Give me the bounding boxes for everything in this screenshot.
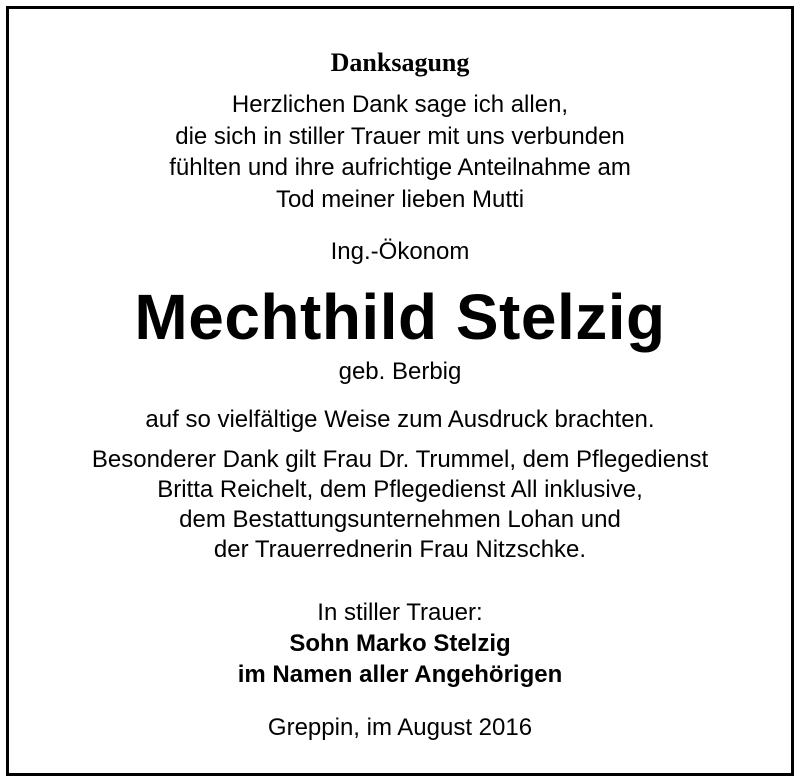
deceased-title: Ing.-Ökonom [330,238,470,265]
intro-text [9,89,791,215]
place-date: Greppin, im August 2016 [267,714,533,741]
intro-line: Herzlichen Dank sage ich allen, [231,91,569,118]
notice-heading: Danksagung [330,48,470,77]
body-text [9,405,791,565]
deceased-name: Mechthild Stelzig [134,281,666,353]
body-line: auf so vielfältige Weise zum Ausdruck brachten. [145,406,655,433]
intro-line: fühlten und ihre aufrichtige Anteilnahme am [169,154,631,181]
closing-intro: In stiller Trauer: [317,599,483,626]
intro-line: Tod meiner lieben Mutti [275,185,525,213]
signatory-on-behalf: im Namen aller Angehörigen [237,661,563,688]
body-line: Besonderer Dank gilt Frau Dr. Trummel, dem Pflegedienst [91,446,709,473]
intro-line: die sich in stiller Trauer mit uns verbunden [175,122,625,150]
notice-frame [6,6,794,776]
body-line: dem Bestattungsunternehmen Lohan und [179,506,621,533]
closing-block [9,597,791,690]
deceased-birth-name: geb. Berbig [338,358,462,385]
body-line: Britta Reichelt, dem Pflegedienst All inklusive, [157,476,643,503]
signatory-name: Sohn Marko Stelzig [289,630,511,657]
body-line: der Trauerrednerin Frau Nitzschke. [213,536,587,563]
